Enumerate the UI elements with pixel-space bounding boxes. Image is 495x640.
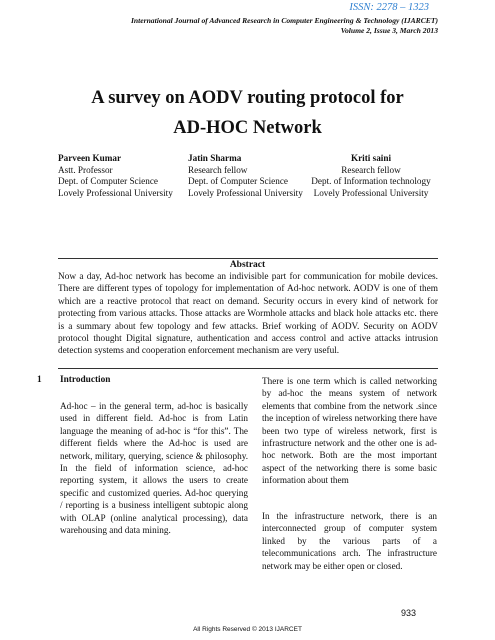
- copyright-footer: All Rights Reserved © 2013 IJARCET: [193, 626, 302, 633]
- author-block-2: [188, 153, 303, 199]
- author-name: Jatin Sharma: [188, 153, 242, 163]
- page-number: 933: [401, 608, 417, 618]
- journal-header: [131, 16, 438, 36]
- abstract-heading: Abstract: [229, 260, 266, 270]
- paper-title-line1: A survey on AODV routing protocol for: [91, 88, 404, 108]
- abstract-text: Now a day, Ad-hoc network has become an indivisible part for communication for mobile devices. There are different types of topology for implementation of Ad-hoc network. AODV is one of them which are a reactive protocol that react on demand. Security occurs in every kind of network for protecting from various attacks. Those attacks are Wormhole attacks and black hole attacks etc. there is a summary about few topology and few attacks. Brief working of AODV. Security on AODV protocol thought Digital signature, authentication and access control and active attacks intrusion detection systems and cooperation enforcement mechanism are very useful.: [58, 272, 438, 357]
- author-block-3: [296, 153, 446, 199]
- author-role: Research fellow: [188, 164, 248, 175]
- author-role: Astt. Professor: [58, 164, 113, 175]
- journal-name: International Journal of Advanced Research in Computer Engineering & Technology (IJARCET): [130, 16, 438, 25]
- author-role: Research fellow: [341, 164, 401, 175]
- abstract-top-rule: [58, 258, 438, 259]
- author-dept: Dept. of Information technology: [311, 176, 431, 187]
- abstract-bottom-rule: [58, 368, 438, 369]
- paper-title-line2: AD-HOC Network: [173, 118, 322, 138]
- author-dept: Dept. of Computer Science: [58, 176, 159, 187]
- author-name: Kriti saini: [350, 153, 392, 163]
- intro-right-paragraph-2: In the infrastructure network, there is an interconnected group of computer system linked by the various parts of a telecommunications arch. The infrastructure network may be either open or closed.: [262, 511, 437, 571]
- section-number: 1: [37, 375, 42, 385]
- journal-volume: Volume 2, Issue 3, March 2013: [340, 26, 438, 35]
- author-dept: Dept. of Computer Science: [188, 176, 289, 187]
- author-univ: Lovely Professional University: [58, 187, 173, 198]
- section-title: Introduction: [60, 375, 111, 385]
- author-name: Parveen Kumar: [58, 153, 122, 163]
- intro-left-paragraph: Ad-hoc – in the general term, ad-hoc is basically used in different field. Ad-hoc is from Latin language the meaning of ad-hoc is “for this”. The different fields where the Ad-hoc is used are network, military, querying, science & philosophy. In the field of information science, ad-hoc reporting system, it allows the users to create specific and customized queries. Ad-hoc querying / reporting is a business intelligent subtopic along with OLAP (online analytical processing), data warehousing and data mining.: [60, 401, 248, 536]
- author-univ: Lovely Professional University: [188, 187, 303, 198]
- author-univ: Lovely Professional University: [313, 187, 429, 198]
- intro-right-paragraph-1: There is one term which is called networking by ad-hoc the means system of network elements that combine from the network .since the inception of wireless networking there have been two type of wireless network, first is infrastructure network and the other one is ad-hoc network. Both are the most important aspect of the networking there is some basic information about them: [262, 376, 437, 486]
- issn-label: ISSN: 2278 – 1323: [349, 2, 429, 13]
- author-block-1: [58, 153, 173, 199]
